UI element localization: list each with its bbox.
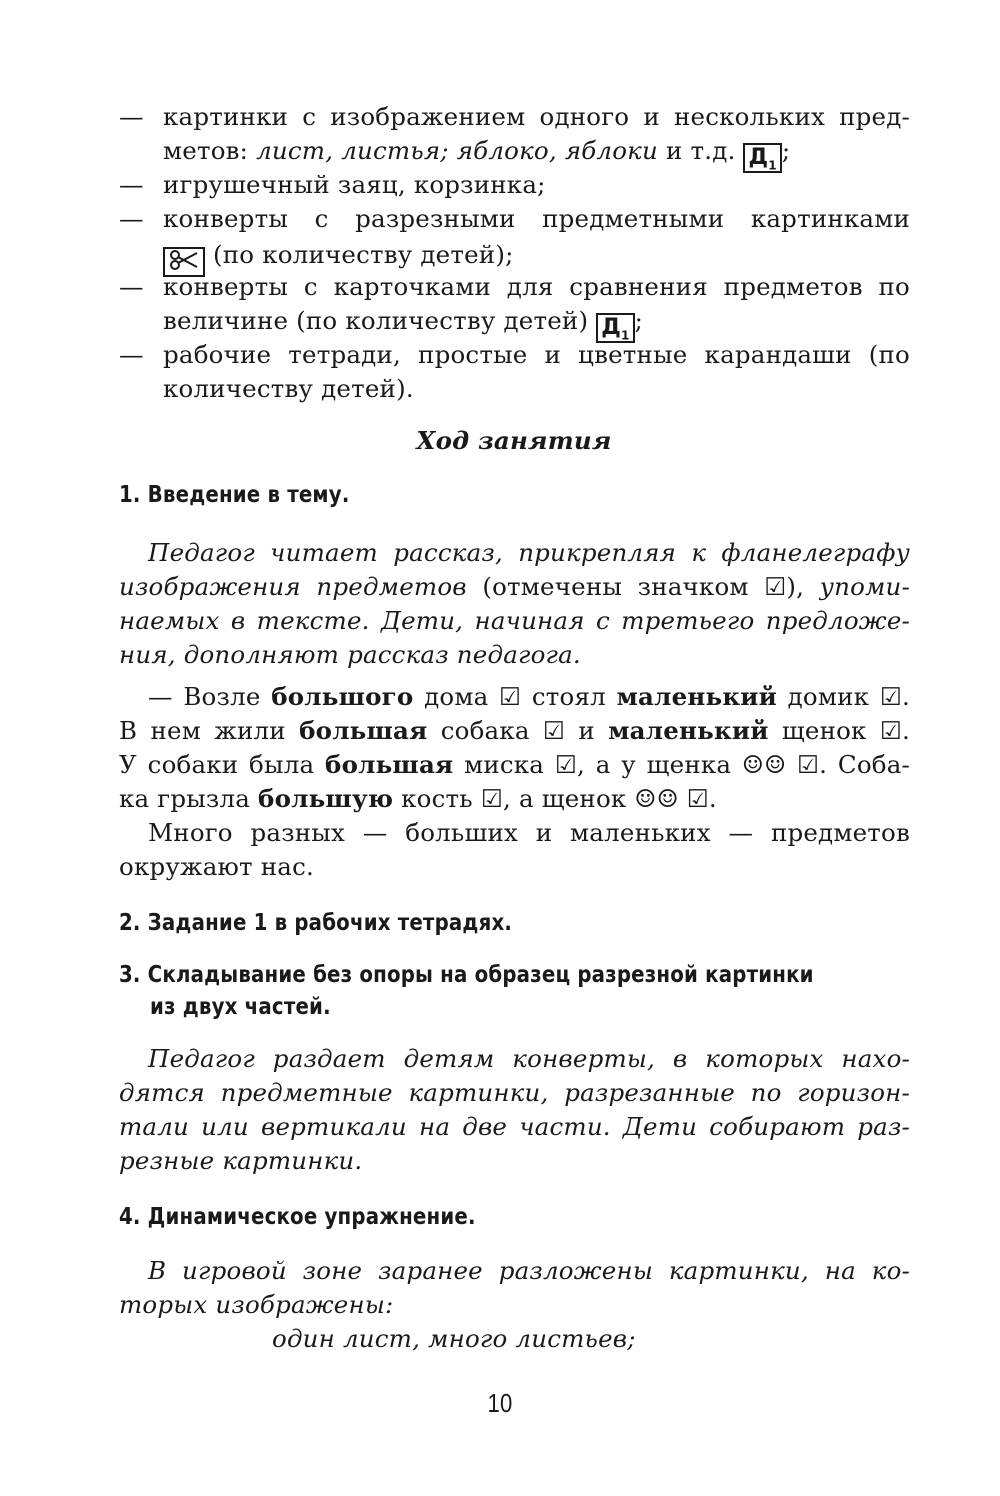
text: ; — [781, 136, 791, 165]
list-dash: — — [119, 272, 144, 301]
section-3-text-line4: резные картинки. — [119, 1146, 363, 1175]
section-3-heading-line2: из двух частей. — [150, 994, 331, 1020]
section-4-text-line3: один лист, много листьев; — [272, 1324, 636, 1353]
text: кость ☑, а щенок ☺☺ ☑. — [393, 784, 717, 813]
list-item-toys: игрушечный заяц, корзинка; — [163, 170, 546, 199]
handout-sub: 1 — [768, 158, 777, 173]
bold-text: маленький — [608, 716, 769, 745]
text: величине (по количеству детей) — [163, 306, 597, 335]
page-number: 10 — [487, 1388, 513, 1418]
list-dash: — — [119, 340, 144, 369]
story-line4 — [119, 782, 717, 816]
list-item-pictures-line1: картинки с изображением одного и нескольких пред- — [163, 102, 910, 131]
bold-text: большая — [299, 716, 428, 745]
section-3-text-line3: тали или вертикали на две части. Дети собирают раз- — [119, 1112, 910, 1141]
story-line2 — [119, 714, 910, 748]
text: и т.д. — [657, 136, 744, 165]
section-2-heading: 2. Задание 1 в рабочих тетрадях. — [119, 910, 513, 936]
story-line3 — [119, 748, 910, 782]
text: (по количеству детей); — [213, 240, 514, 269]
handout-d1-icon — [743, 143, 781, 173]
handout-label: Д — [748, 145, 769, 170]
list-dash: — — [119, 102, 144, 131]
text: дома ☑ стоял — [413, 682, 617, 711]
handout-label: Д — [601, 315, 621, 340]
text: собака ☑ и — [427, 716, 609, 745]
text: (отмечены значком ☑), — [466, 572, 820, 601]
italic-text: упоми- — [819, 572, 911, 601]
list-item-notebooks-line1: рабочие тетради, простые и цветные карандаши (по — [163, 340, 910, 369]
handout-sub: 1 — [621, 328, 630, 343]
text: ; — [634, 306, 644, 335]
text: щенок ☑. — [768, 716, 910, 745]
section-3-text-line2: дятся предметные картинки, разрезанные по горизон- — [119, 1078, 910, 1107]
italic-text: изображения предметов — [119, 572, 467, 601]
text: метов: — [163, 136, 257, 165]
story-summary-line1: Много разных — больших и маленьких — предметов — [148, 818, 910, 847]
story-summary-line2: окружают нас. — [119, 852, 315, 881]
text: У собаки была — [119, 750, 326, 779]
section-3-heading-line1: 3. Складывание без опоры на образец разрезной картинки — [119, 962, 814, 988]
list-dash: — — [119, 170, 144, 199]
story-line1 — [148, 680, 910, 714]
list-dash: — — [119, 204, 144, 233]
section-1-instruction-line1: Педагог читает рассказ, прикрепляя к фланелеграфу — [148, 538, 910, 567]
section-1-heading: 1. Введение в тему. — [119, 482, 350, 508]
bold-text: большая — [325, 750, 454, 779]
text: домик ☑. — [776, 682, 910, 711]
list-item-envelopes-line1: конверты с разрезными предметными картинками — [163, 204, 910, 233]
text: — Возле — [148, 682, 272, 711]
section-3-text-line1: Педагог раздает детям конверты, в которых нахо- — [148, 1044, 910, 1073]
section-4-text-line1: В игровой зоне заранее разложены картинки, на ко- — [148, 1256, 910, 1285]
list-item-notebooks-line2: количеству детей). — [163, 374, 414, 403]
text: В нем жили — [119, 716, 300, 745]
section-4-heading: 4. Динамическое упражнение. — [119, 1204, 476, 1230]
list-item-cards-line1: конверты с карточками для сравнения предметов по — [163, 272, 910, 301]
lesson-title: Ход занятия — [416, 426, 612, 455]
text: ка грызла — [119, 784, 259, 813]
bold-text: маленький — [616, 682, 777, 711]
italic-text: лист, листья; яблоко, яблоки — [256, 136, 658, 165]
section-1-instruction-line2 — [119, 570, 910, 604]
section-4-text-line2: торых изображены: — [119, 1290, 394, 1319]
text: миска ☑, а у щенка ☺☺ ☑. Соба- — [453, 750, 911, 779]
section-1-instruction-line4: ния, дополняют рассказ педагога. — [119, 640, 581, 669]
section-1-instruction-line3: наемых в тексте. Дети, начиная с третьего предложе- — [119, 606, 910, 635]
bold-text: большого — [271, 682, 414, 711]
bold-text: большую — [258, 784, 394, 813]
